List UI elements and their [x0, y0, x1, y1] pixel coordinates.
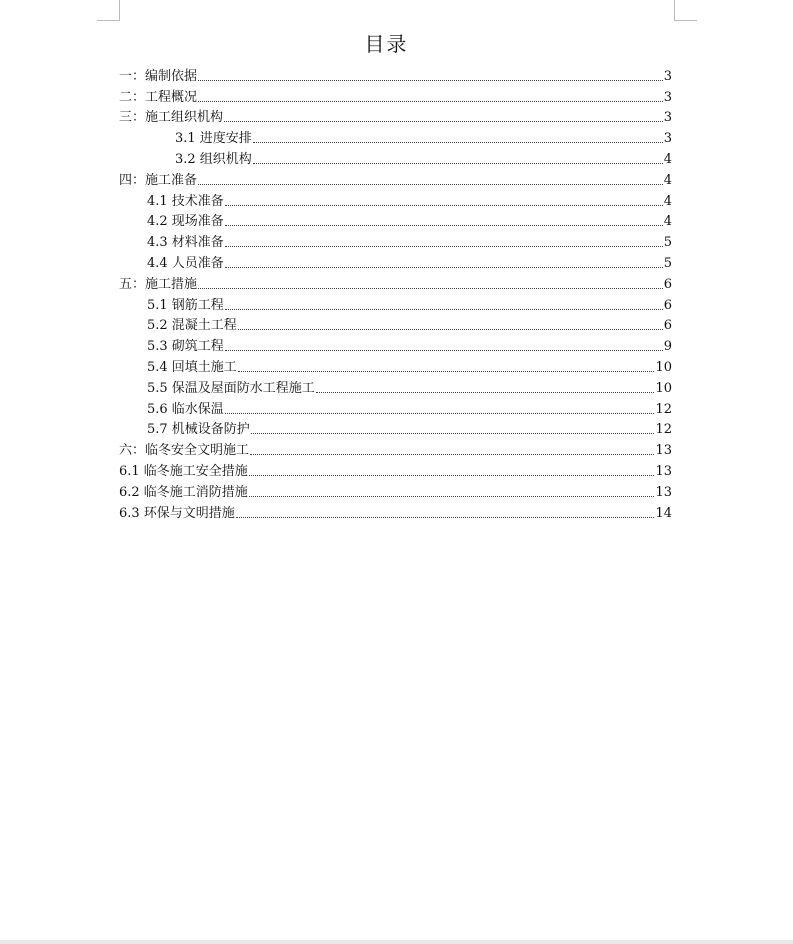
toc-entry-label[interactable]: 五：施工措施 — [119, 276, 198, 292]
toc-entry[interactable] — [119, 146, 672, 167]
table-of-contents — [119, 63, 672, 521]
toc-entry[interactable] — [119, 333, 672, 354]
toc-dot-leader — [225, 349, 663, 351]
toc-entry-label[interactable]: 一：编制依据 — [119, 68, 198, 84]
toc-dot-leader — [238, 328, 663, 330]
toc-dot-leader — [225, 412, 655, 414]
toc-entry-page-number[interactable]: 4 — [663, 193, 672, 209]
toc-dot-leader — [224, 120, 663, 122]
toc-entry[interactable] — [119, 188, 672, 209]
toc-entry-page-number[interactable]: 9 — [663, 339, 672, 355]
toc-entry[interactable] — [119, 250, 672, 271]
toc-dot-leader — [225, 266, 663, 268]
toc-entry-label[interactable]: 三：施工组织机构 — [119, 110, 224, 126]
toc-entry-page-number[interactable]: 5 — [663, 255, 672, 271]
toc-entry-label[interactable]: 6.1 临冬施工安全措施 — [119, 463, 248, 479]
toc-entry-label[interactable]: 二：工程概况 — [119, 89, 198, 105]
toc-entry-page-number[interactable]: 6 — [663, 276, 672, 292]
toc-entry-page-number[interactable]: 12 — [655, 401, 672, 417]
toc-entry-label[interactable]: 6.3 环保与文明措施 — [119, 505, 235, 521]
toc-entry-label[interactable]: 4.2 现场准备 — [147, 214, 224, 230]
toc-dot-leader — [236, 516, 655, 518]
toc-dot-leader — [238, 370, 655, 372]
toc-entry-page-number[interactable]: 12 — [655, 422, 672, 438]
toc-dot-leader — [225, 245, 663, 247]
toc-entry[interactable] — [119, 500, 672, 521]
toc-entry[interactable] — [119, 396, 672, 417]
toc-entry-page-number[interactable]: 4 — [663, 172, 672, 188]
toc-entry-label[interactable]: 六：临冬安全文明施工 — [119, 443, 250, 459]
toc-entry-label[interactable]: 4.1 技术准备 — [147, 193, 224, 209]
toc-entry-label[interactable]: 3.1 进度安排 — [175, 131, 252, 147]
toc-entry-page-number[interactable]: 3 — [663, 110, 672, 126]
toc-entry-label[interactable]: 4.3 材料准备 — [147, 235, 224, 251]
toc-entry-label[interactable]: 5.3 砌筑工程 — [147, 339, 224, 355]
toc-entry-label[interactable]: 6.2 临冬施工消防措施 — [119, 484, 248, 500]
toc-entry[interactable] — [119, 292, 672, 313]
toc-dot-leader — [198, 79, 663, 81]
toc-entry[interactable] — [119, 84, 672, 105]
toc-entry-page-number[interactable]: 3 — [663, 89, 672, 105]
toc-dot-leader — [225, 204, 663, 206]
toc-entry-label[interactable]: 5.7 机械设备防护 — [147, 422, 250, 438]
toc-entry[interactable] — [119, 125, 672, 146]
toc-dot-leader — [316, 391, 655, 393]
toc-entry[interactable] — [119, 105, 672, 126]
toc-entry[interactable] — [119, 417, 672, 438]
toc-entry[interactable] — [119, 167, 672, 188]
toc-entry-page-number[interactable]: 5 — [663, 235, 672, 251]
page-margin-corner-top-right — [674, 0, 697, 21]
toc-entry-page-number[interactable]: 3 — [663, 68, 672, 84]
toc-dot-leader — [225, 308, 663, 310]
toc-entry-page-number[interactable]: 6 — [663, 297, 672, 313]
toc-entry-page-number[interactable]: 13 — [655, 463, 672, 479]
toc-entry-page-number[interactable]: 3 — [663, 131, 672, 147]
toc-entry[interactable] — [119, 375, 672, 396]
toc-entry-page-number[interactable]: 4 — [663, 214, 672, 230]
toc-entry-page-number[interactable]: 4 — [663, 151, 672, 167]
page-margin-corner-top-left — [97, 0, 120, 21]
toc-entry[interactable] — [119, 271, 672, 292]
toc-entry[interactable] — [119, 479, 672, 500]
toc-entry-page-number[interactable]: 13 — [655, 484, 672, 500]
toc-dot-leader — [253, 141, 663, 143]
toc-entry[interactable] — [119, 437, 672, 458]
toc-entry[interactable] — [119, 229, 672, 250]
toc-dot-leader — [198, 100, 663, 102]
toc-dot-leader — [249, 495, 655, 497]
toc-entry-label[interactable]: 5.6 临水保温 — [147, 401, 224, 417]
toc-entry[interactable] — [119, 209, 672, 230]
toc-entry-page-number[interactable]: 10 — [655, 380, 672, 396]
page-bottom-edge — [0, 940, 793, 944]
toc-dot-leader — [198, 287, 663, 289]
toc-entry[interactable] — [119, 63, 672, 84]
toc-entry-page-number[interactable]: 6 — [663, 318, 672, 334]
toc-dot-leader — [251, 432, 655, 434]
toc-entry[interactable] — [119, 313, 672, 334]
toc-entry[interactable] — [119, 458, 672, 479]
toc-entry-label[interactable]: 四：施工准备 — [119, 172, 198, 188]
toc-entry-page-number[interactable]: 13 — [655, 443, 672, 459]
toc-dot-leader — [253, 162, 663, 164]
toc-dot-leader — [225, 224, 663, 226]
toc-entry-page-number[interactable]: 14 — [655, 505, 672, 521]
toc-entry-label[interactable]: 4.4 人员准备 — [147, 255, 224, 271]
toc-dot-leader — [250, 453, 654, 455]
toc-entry-label[interactable]: 3.2 组织机构 — [175, 151, 252, 167]
toc-dot-leader — [249, 474, 655, 476]
toc-entry-label[interactable]: 5.5 保温及屋面防水工程施工 — [147, 380, 315, 396]
toc-entry-label[interactable]: 5.1 钢筋工程 — [147, 297, 224, 313]
toc-entry[interactable] — [119, 354, 672, 375]
toc-entry-page-number[interactable]: 10 — [655, 359, 672, 375]
toc-title: 目录 — [364, 32, 409, 56]
toc-entry-label[interactable]: 5.2 混凝土工程 — [147, 318, 237, 334]
toc-entry-label[interactable]: 5.4 回填土施工 — [147, 359, 237, 375]
toc-dot-leader — [198, 183, 663, 185]
